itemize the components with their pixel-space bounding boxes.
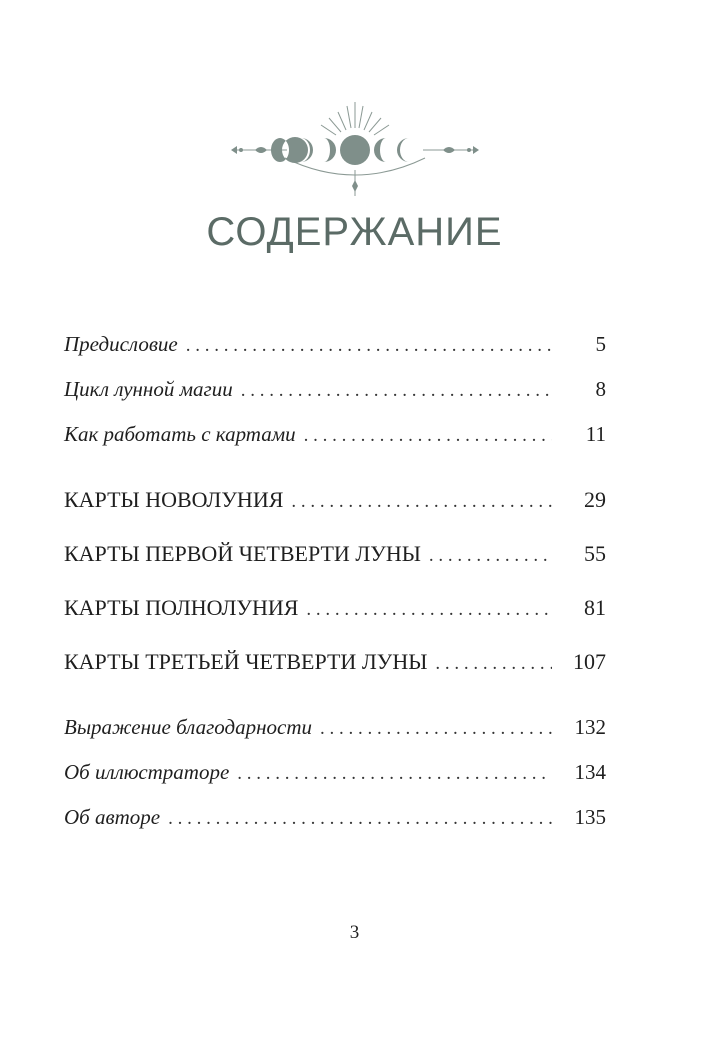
toc-leader-dots xyxy=(320,718,552,740)
toc-page-number: 29 xyxy=(584,487,606,512)
toc-entry-title: Об авторе xyxy=(64,805,161,829)
toc-leader-dots xyxy=(186,335,552,357)
toc-leader-dots xyxy=(429,545,552,567)
toc-page-number: 55 xyxy=(584,541,606,566)
toc-page-number: 8 xyxy=(595,377,606,401)
toc-entry-title: КАРТЫ ПЕРВОЙ ЧЕТВЕРТИ ЛУНЫ xyxy=(64,541,421,566)
toc-page-number: 132 xyxy=(574,715,606,739)
toc-entry-title: Предисловие xyxy=(64,332,178,356)
toc-page-number: 134 xyxy=(574,760,606,784)
toc-entry-title: КАРТЫ ТРЕТЬЕЙ ЧЕТВЕРТИ ЛУНЫ xyxy=(64,649,428,674)
toc-page-number: 81 xyxy=(584,595,606,620)
toc-entry[interactable] xyxy=(64,332,606,357)
toc-entry[interactable] xyxy=(64,541,606,567)
toc-page-number: 11 xyxy=(585,422,606,446)
toc-page-number: 135 xyxy=(574,805,606,829)
table-of-contents xyxy=(64,320,606,830)
toc-entry[interactable] xyxy=(64,649,606,675)
toc-entry[interactable] xyxy=(64,805,606,830)
moon-phases-icon xyxy=(225,100,485,200)
toc-entry-title: КАРТЫ НОВОЛУНИЯ xyxy=(64,487,284,512)
toc-leader-dots xyxy=(237,763,552,785)
toc-entry-title: Об иллюстраторе xyxy=(64,760,230,784)
toc-entry-title: Выражение благодарности xyxy=(64,715,313,739)
toc-leader-dots xyxy=(304,425,552,447)
toc-page-number: 107 xyxy=(573,649,606,674)
toc-page-number: 5 xyxy=(595,332,606,356)
toc-leader-dots xyxy=(306,599,552,621)
page-title: СОДЕРЖАНИЕ xyxy=(206,210,503,254)
toc-entry[interactable] xyxy=(64,422,606,447)
toc-leader-dots xyxy=(168,808,552,830)
toc-entry-title: КАРТЫ ПОЛНОЛУНИЯ xyxy=(64,595,299,620)
toc-entry[interactable] xyxy=(64,715,606,740)
toc-leader-dots xyxy=(291,491,552,513)
toc-entry[interactable] xyxy=(64,595,606,621)
toc-leader-dots xyxy=(241,380,552,402)
page-number: 3 xyxy=(349,922,360,943)
toc-entry-title: Как работать с картами xyxy=(64,422,296,446)
toc-entry[interactable] xyxy=(64,487,606,513)
toc-entry[interactable] xyxy=(64,760,606,785)
toc-entry-title: Цикл лунной магии xyxy=(64,377,233,401)
toc-entry[interactable] xyxy=(64,377,606,402)
toc-leader-dots xyxy=(435,653,552,675)
